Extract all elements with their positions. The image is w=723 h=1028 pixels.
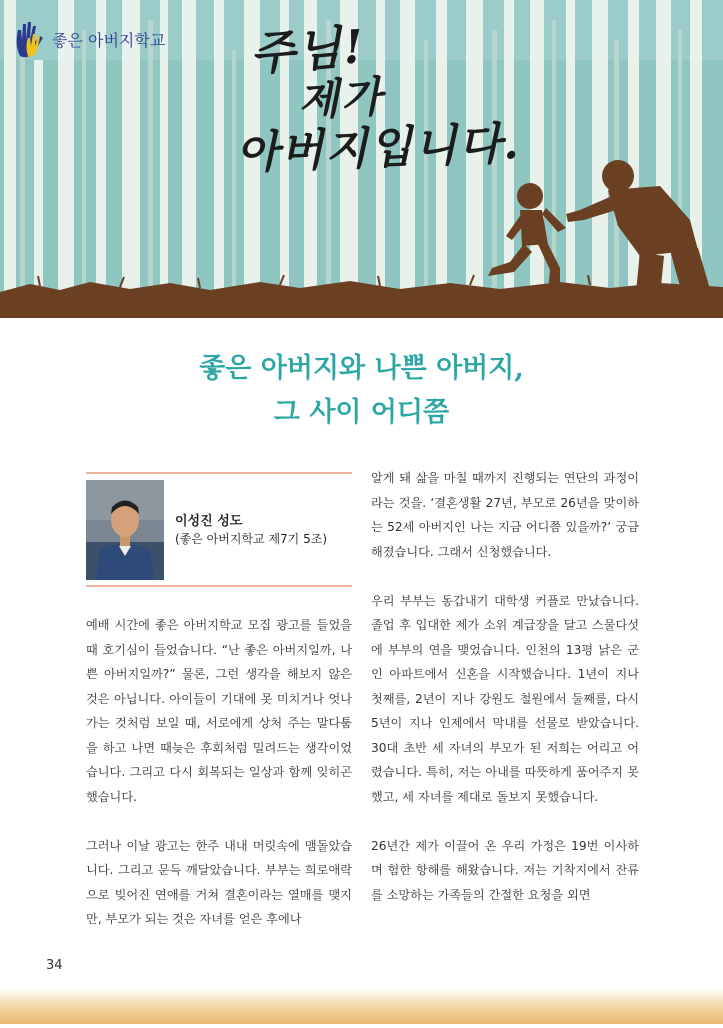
hands-icon — [14, 20, 48, 58]
author-info: (좋은 아버지학교 제7기 5조) — [175, 532, 327, 546]
school-logo — [14, 20, 165, 58]
author-name: 이성진 성도 — [175, 514, 243, 529]
page-number: 34 — [46, 958, 63, 973]
body-column-left: 예배 시간에 좋은 아버지학교 모집 광고를 들었을 때 호기심이 들었습니다. “난 좋은 아버지일까, 나쁜 아버지일까?” 물론, 그런 생각을 해보지 않은 것은 아닙니다. 아이들이 기대에 못 미치거나 엇나가는 것처럼 보일 때, 서로에게 상처 주는 말다툼을 하고 나면 때늦은 후회처럼 밀려드는 생각이었습니다. 그리고 다시 회복되는 일상과 함께 잊히곤 했습니다. 그러나 이날 광고는 한주 내내 머릿속에 맴돌았습니다. 그리고 문득 깨달았습니다. 부부는 희로애락으로 빚어진 연애를 거쳐 결혼이라는 열매를 맺지만, 부모가 되는 것은 자녀를 얻은 후에나 — [86, 618, 352, 926]
author-divider-top — [86, 472, 352, 474]
calligraphy-line-3: 아버지입니다. — [235, 118, 522, 179]
title-line-2: 그 사이 어디쯤 — [273, 397, 450, 428]
logo-text: 좋은 아버지학교 — [52, 30, 166, 50]
author-divider-bottom — [86, 585, 352, 587]
calligraphy-line-1: 주님! — [248, 19, 368, 81]
article-title — [0, 347, 723, 435]
author-photo — [86, 480, 164, 580]
footer-texture — [0, 988, 723, 1024]
title-line-1: 좋은 아버지와 나쁜 아버지, — [199, 353, 524, 384]
hero-illustration — [0, 0, 723, 318]
calligraphy-line-2: 제가 — [296, 71, 385, 126]
body-column-right: 알게 돼 삶을 마칠 때까지 진행되는 연단의 과정이라는 것을. ‘결혼생활 27년, 부모로 26년을 맞이하는 52세 아버지인 나는 지금 어디쯤 있을까?’ 궁금해졌습니다. 그래서 신청했습니다. 우리 부부는 동갑내기 대학생 커플로 만났습니다. 졸업 후 입대한 제가 소위 계급장을 달고 스물다섯에 부부의 연을 맺었습니다. 인천의 13평 낡은 군인 아파트에서 신혼을 시작했습니다. 1년이 지나 첫째를, 2년이 지나 강원도 철원에서 둘째를, 다시 5년이 지나 인제에서 막내를 선물로 받았습니다. 30대 초반 세 자녀의 부모가 된 저희는 어리고 어렸습니다. 특히, 저는 아내를 따뜻하게 품어주지 못했고, 세 자녀를 제대로 돌보지 못했습니다. 26년간 제가 이끌어 온 우리 가정은 19번 이사하며 험한 항해를 해왔습니다. 저는 기착지에서 잔류를 소망하는 가족들의 간절한 요청을 외면 — [371, 471, 639, 902]
